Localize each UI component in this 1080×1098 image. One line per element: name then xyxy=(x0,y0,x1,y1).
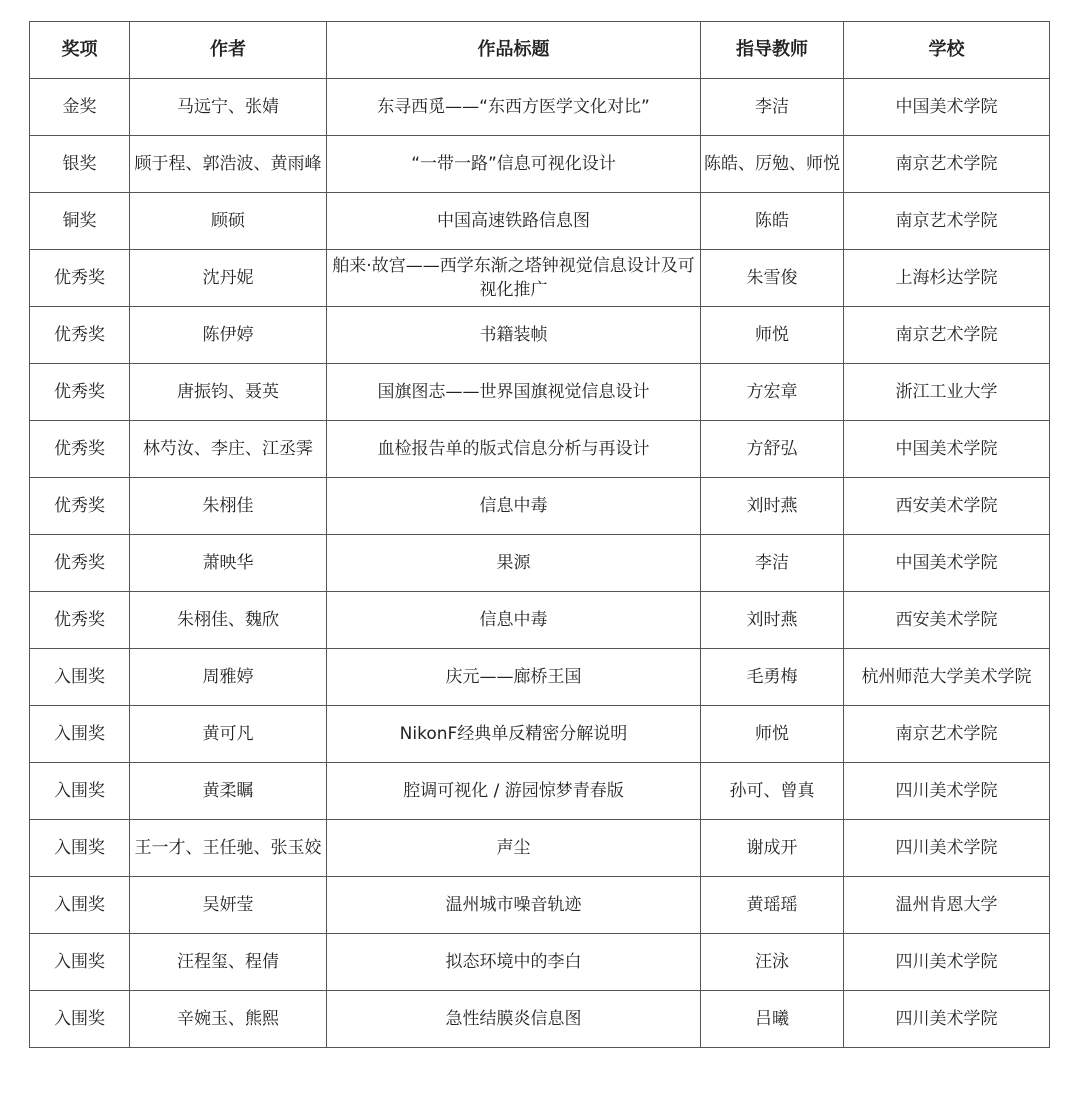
school-cell: 四川美术学院 xyxy=(844,763,1050,820)
teacher-cell: 陈皓、厉勉、师悦 xyxy=(701,136,844,193)
award-cell: 铜奖 xyxy=(30,193,130,250)
award-cell: 金奖 xyxy=(30,79,130,136)
teacher-cell: 朱雪俊 xyxy=(701,250,844,307)
table-row xyxy=(30,79,1050,136)
teacher-cell: 刘时燕 xyxy=(701,478,844,535)
table-header-row xyxy=(30,22,1050,79)
title-cell: 舶来·故宫——西学东渐之塔钟视觉信息设计及可视化推广 xyxy=(327,250,701,307)
school-cell: 西安美术学院 xyxy=(844,592,1050,649)
title-cell: 温州城市噪音轨迹 xyxy=(327,877,701,934)
teacher-cell: 黄瑶瑶 xyxy=(701,877,844,934)
header-teacher: 指导教师 xyxy=(701,22,844,79)
author-cell: 唐振钧、聂英 xyxy=(130,364,327,421)
author-cell: 黄可凡 xyxy=(130,706,327,763)
school-cell: 中国美术学院 xyxy=(844,421,1050,478)
author-cell: 沈丹妮 xyxy=(130,250,327,307)
author-cell: 顾于程、郭浩波、黄雨峰 xyxy=(130,136,327,193)
table-row xyxy=(30,250,1050,307)
title-cell: 腔调可视化 / 游园惊梦青春版 xyxy=(327,763,701,820)
table-row xyxy=(30,763,1050,820)
title-cell: 中国高速铁路信息图 xyxy=(327,193,701,250)
table-row xyxy=(30,820,1050,877)
award-cell: 入围奖 xyxy=(30,763,130,820)
school-cell: 四川美术学院 xyxy=(844,991,1050,1048)
table-row xyxy=(30,193,1050,250)
author-cell: 林芍汝、李庄、江丞霁 xyxy=(130,421,327,478)
title-cell: 果源 xyxy=(327,535,701,592)
school-cell: 中国美术学院 xyxy=(844,79,1050,136)
title-cell: 声尘 xyxy=(327,820,701,877)
award-cell: 入围奖 xyxy=(30,820,130,877)
author-cell: 萧映华 xyxy=(130,535,327,592)
teacher-cell: 刘时燕 xyxy=(701,592,844,649)
school-cell: 南京艺术学院 xyxy=(844,193,1050,250)
title-cell: 信息中毒 xyxy=(327,592,701,649)
teacher-cell: 孙可、曾真 xyxy=(701,763,844,820)
school-cell: 浙江工业大学 xyxy=(844,364,1050,421)
author-cell: 陈伊婷 xyxy=(130,307,327,364)
awards-table xyxy=(29,21,1050,1048)
title-cell: 书籍装帧 xyxy=(327,307,701,364)
award-cell: 优秀奖 xyxy=(30,421,130,478)
table-body xyxy=(30,79,1050,1048)
author-cell: 顾硕 xyxy=(130,193,327,250)
title-cell: “一带一路”信息可视化设计 xyxy=(327,136,701,193)
teacher-cell: 方宏章 xyxy=(701,364,844,421)
school-cell: 中国美术学院 xyxy=(844,535,1050,592)
teacher-cell: 师悦 xyxy=(701,307,844,364)
teacher-cell: 陈皓 xyxy=(701,193,844,250)
school-cell: 四川美术学院 xyxy=(844,934,1050,991)
table-row xyxy=(30,592,1050,649)
teacher-cell: 吕曦 xyxy=(701,991,844,1048)
title-cell: 血检报告单的版式信息分析与再设计 xyxy=(327,421,701,478)
title-cell: 国旗图志——世界国旗视觉信息设计 xyxy=(327,364,701,421)
school-cell: 南京艺术学院 xyxy=(844,136,1050,193)
title-cell: 急性结膜炎信息图 xyxy=(327,991,701,1048)
author-cell: 汪程玺、程倩 xyxy=(130,934,327,991)
teacher-cell: 方舒弘 xyxy=(701,421,844,478)
teacher-cell: 谢成开 xyxy=(701,820,844,877)
award-cell: 优秀奖 xyxy=(30,535,130,592)
author-cell: 周雅婷 xyxy=(130,649,327,706)
table-row xyxy=(30,877,1050,934)
title-cell: NikonF经典单反精密分解说明 xyxy=(327,706,701,763)
award-cell: 优秀奖 xyxy=(30,364,130,421)
award-cell: 银奖 xyxy=(30,136,130,193)
award-cell: 入围奖 xyxy=(30,649,130,706)
author-cell: 马远宁、张婧 xyxy=(130,79,327,136)
award-cell: 优秀奖 xyxy=(30,592,130,649)
award-cell: 入围奖 xyxy=(30,877,130,934)
award-cell: 入围奖 xyxy=(30,991,130,1048)
school-cell: 南京艺术学院 xyxy=(844,706,1050,763)
author-cell: 王一才、王任驰、张玉姣 xyxy=(130,820,327,877)
award-cell: 入围奖 xyxy=(30,934,130,991)
title-cell: 拟态环境中的李白 xyxy=(327,934,701,991)
table-row xyxy=(30,649,1050,706)
school-cell: 上海杉达学院 xyxy=(844,250,1050,307)
award-cell: 优秀奖 xyxy=(30,250,130,307)
table-row xyxy=(30,934,1050,991)
teacher-cell: 汪泳 xyxy=(701,934,844,991)
author-cell: 吴妍莹 xyxy=(130,877,327,934)
table-row xyxy=(30,364,1050,421)
author-cell: 朱栩佳、魏欣 xyxy=(130,592,327,649)
award-cell: 优秀奖 xyxy=(30,307,130,364)
header-school: 学校 xyxy=(844,22,1050,79)
award-cell: 入围奖 xyxy=(30,706,130,763)
table-row xyxy=(30,478,1050,535)
table-row xyxy=(30,535,1050,592)
teacher-cell: 毛勇梅 xyxy=(701,649,844,706)
author-cell: 朱栩佳 xyxy=(130,478,327,535)
school-cell: 四川美术学院 xyxy=(844,820,1050,877)
table-row xyxy=(30,136,1050,193)
school-cell: 杭州师范大学美术学院 xyxy=(844,649,1050,706)
teacher-cell: 师悦 xyxy=(701,706,844,763)
author-cell: 辛婉玉、熊熙 xyxy=(130,991,327,1048)
award-cell: 优秀奖 xyxy=(30,478,130,535)
header-award: 奖项 xyxy=(30,22,130,79)
author-cell: 黄柔瞩 xyxy=(130,763,327,820)
teacher-cell: 李洁 xyxy=(701,79,844,136)
school-cell: 西安美术学院 xyxy=(844,478,1050,535)
table-row xyxy=(30,991,1050,1048)
title-cell: 东寻西觅——“东西方医学文化对比” xyxy=(327,79,701,136)
teacher-cell: 李洁 xyxy=(701,535,844,592)
title-cell: 信息中毒 xyxy=(327,478,701,535)
school-cell: 南京艺术学院 xyxy=(844,307,1050,364)
table-row xyxy=(30,421,1050,478)
table-row xyxy=(30,307,1050,364)
header-author: 作者 xyxy=(130,22,327,79)
title-cell: 庆元——廊桥王国 xyxy=(327,649,701,706)
school-cell: 温州肯恩大学 xyxy=(844,877,1050,934)
header-title: 作品标题 xyxy=(327,22,701,79)
table-row xyxy=(30,706,1050,763)
